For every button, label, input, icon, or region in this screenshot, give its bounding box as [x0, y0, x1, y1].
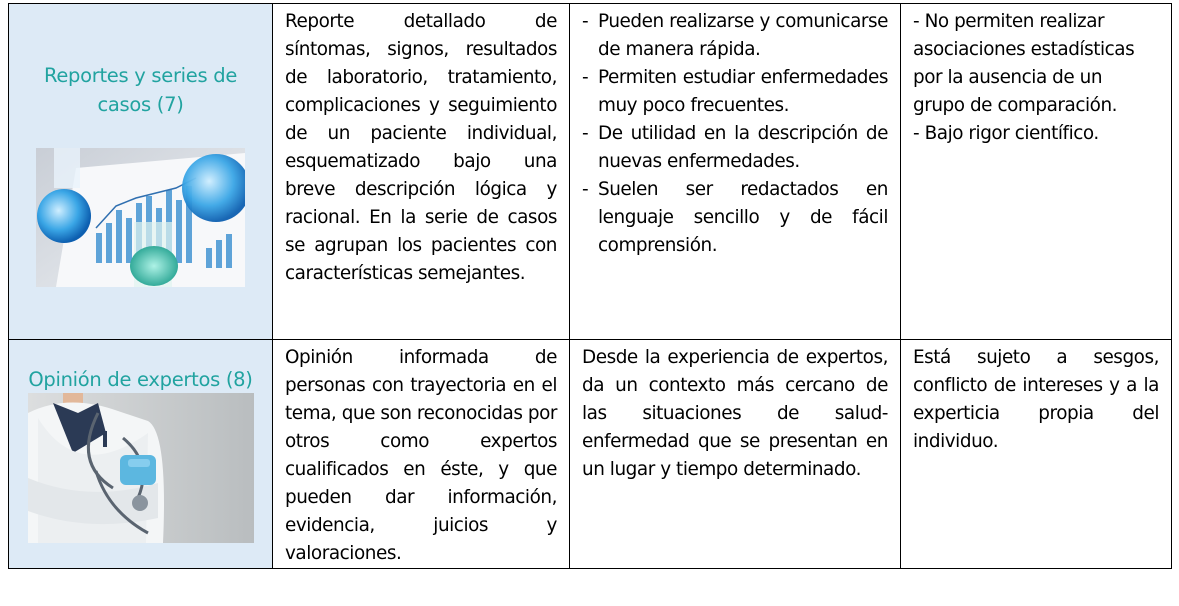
row-label-cell: [9, 340, 273, 569]
description-cell: [273, 340, 570, 569]
list-item: - De utilidad en la descripción de nuevas enfermedades.: [582, 120, 888, 176]
list-item: - Pueden realizarse y comunicarse de manera rápida.: [582, 8, 888, 64]
limitations-cell: [901, 4, 1172, 340]
row-label-cell: [9, 4, 273, 340]
list-item: - Suelen ser redactados en lenguaje sencillo y de fácil comprensión.: [582, 176, 888, 260]
description-text: Reporte detallado de síntomas, signos, resultados de laboratorio, tratamiento, complicaciones y seguimiento de un paciente individual, esquematizado bajo una breve descripción lógica y racional. En la serie de casos se agrupan los pacientes con características semejantes.: [285, 11, 557, 284]
lab-flasks-chart-image: [36, 148, 245, 287]
table-row: [9, 340, 1172, 569]
list-item: - No permiten realizar asociaciones estadísticas por la ausencia de un grupo de comparación.: [913, 11, 1135, 116]
list-item: - Bajo rigor científico.: [913, 123, 1099, 144]
limitations-list: [913, 8, 1159, 148]
list-item: - Permiten estudiar enfermedades muy poco frecuentes.: [582, 64, 888, 120]
table-row: [9, 4, 1172, 340]
strengths-cell: [570, 340, 901, 569]
strengths-cell: [570, 4, 901, 340]
evidence-table: [8, 3, 1172, 569]
limitations-text: Está sujeto a sesgos, conflicto de intereses y a la experticia propia del individuo.: [913, 347, 1159, 452]
strengths-list: [582, 8, 888, 260]
description-cell: [273, 4, 570, 340]
row-label: Opinión de expertos (8): [28, 368, 253, 391]
description-text: Opinión informada de personas con trayectoria en el tema, que son reconocidas por otros como expertos cualificados en éste, y que pueden dar información, evidencia, juicios y valoraciones.: [285, 347, 557, 564]
row-label: Reportes y series de casos (7): [43, 64, 238, 116]
doctor-stethoscope-image: [28, 393, 254, 543]
limitations-cell: [901, 340, 1172, 569]
strengths-text: Desde la experiencia de expertos, da un contexto más cercano de las situaciones de salud-enfermedad que se presentan en un lugar y tiempo determinado.: [582, 347, 888, 480]
